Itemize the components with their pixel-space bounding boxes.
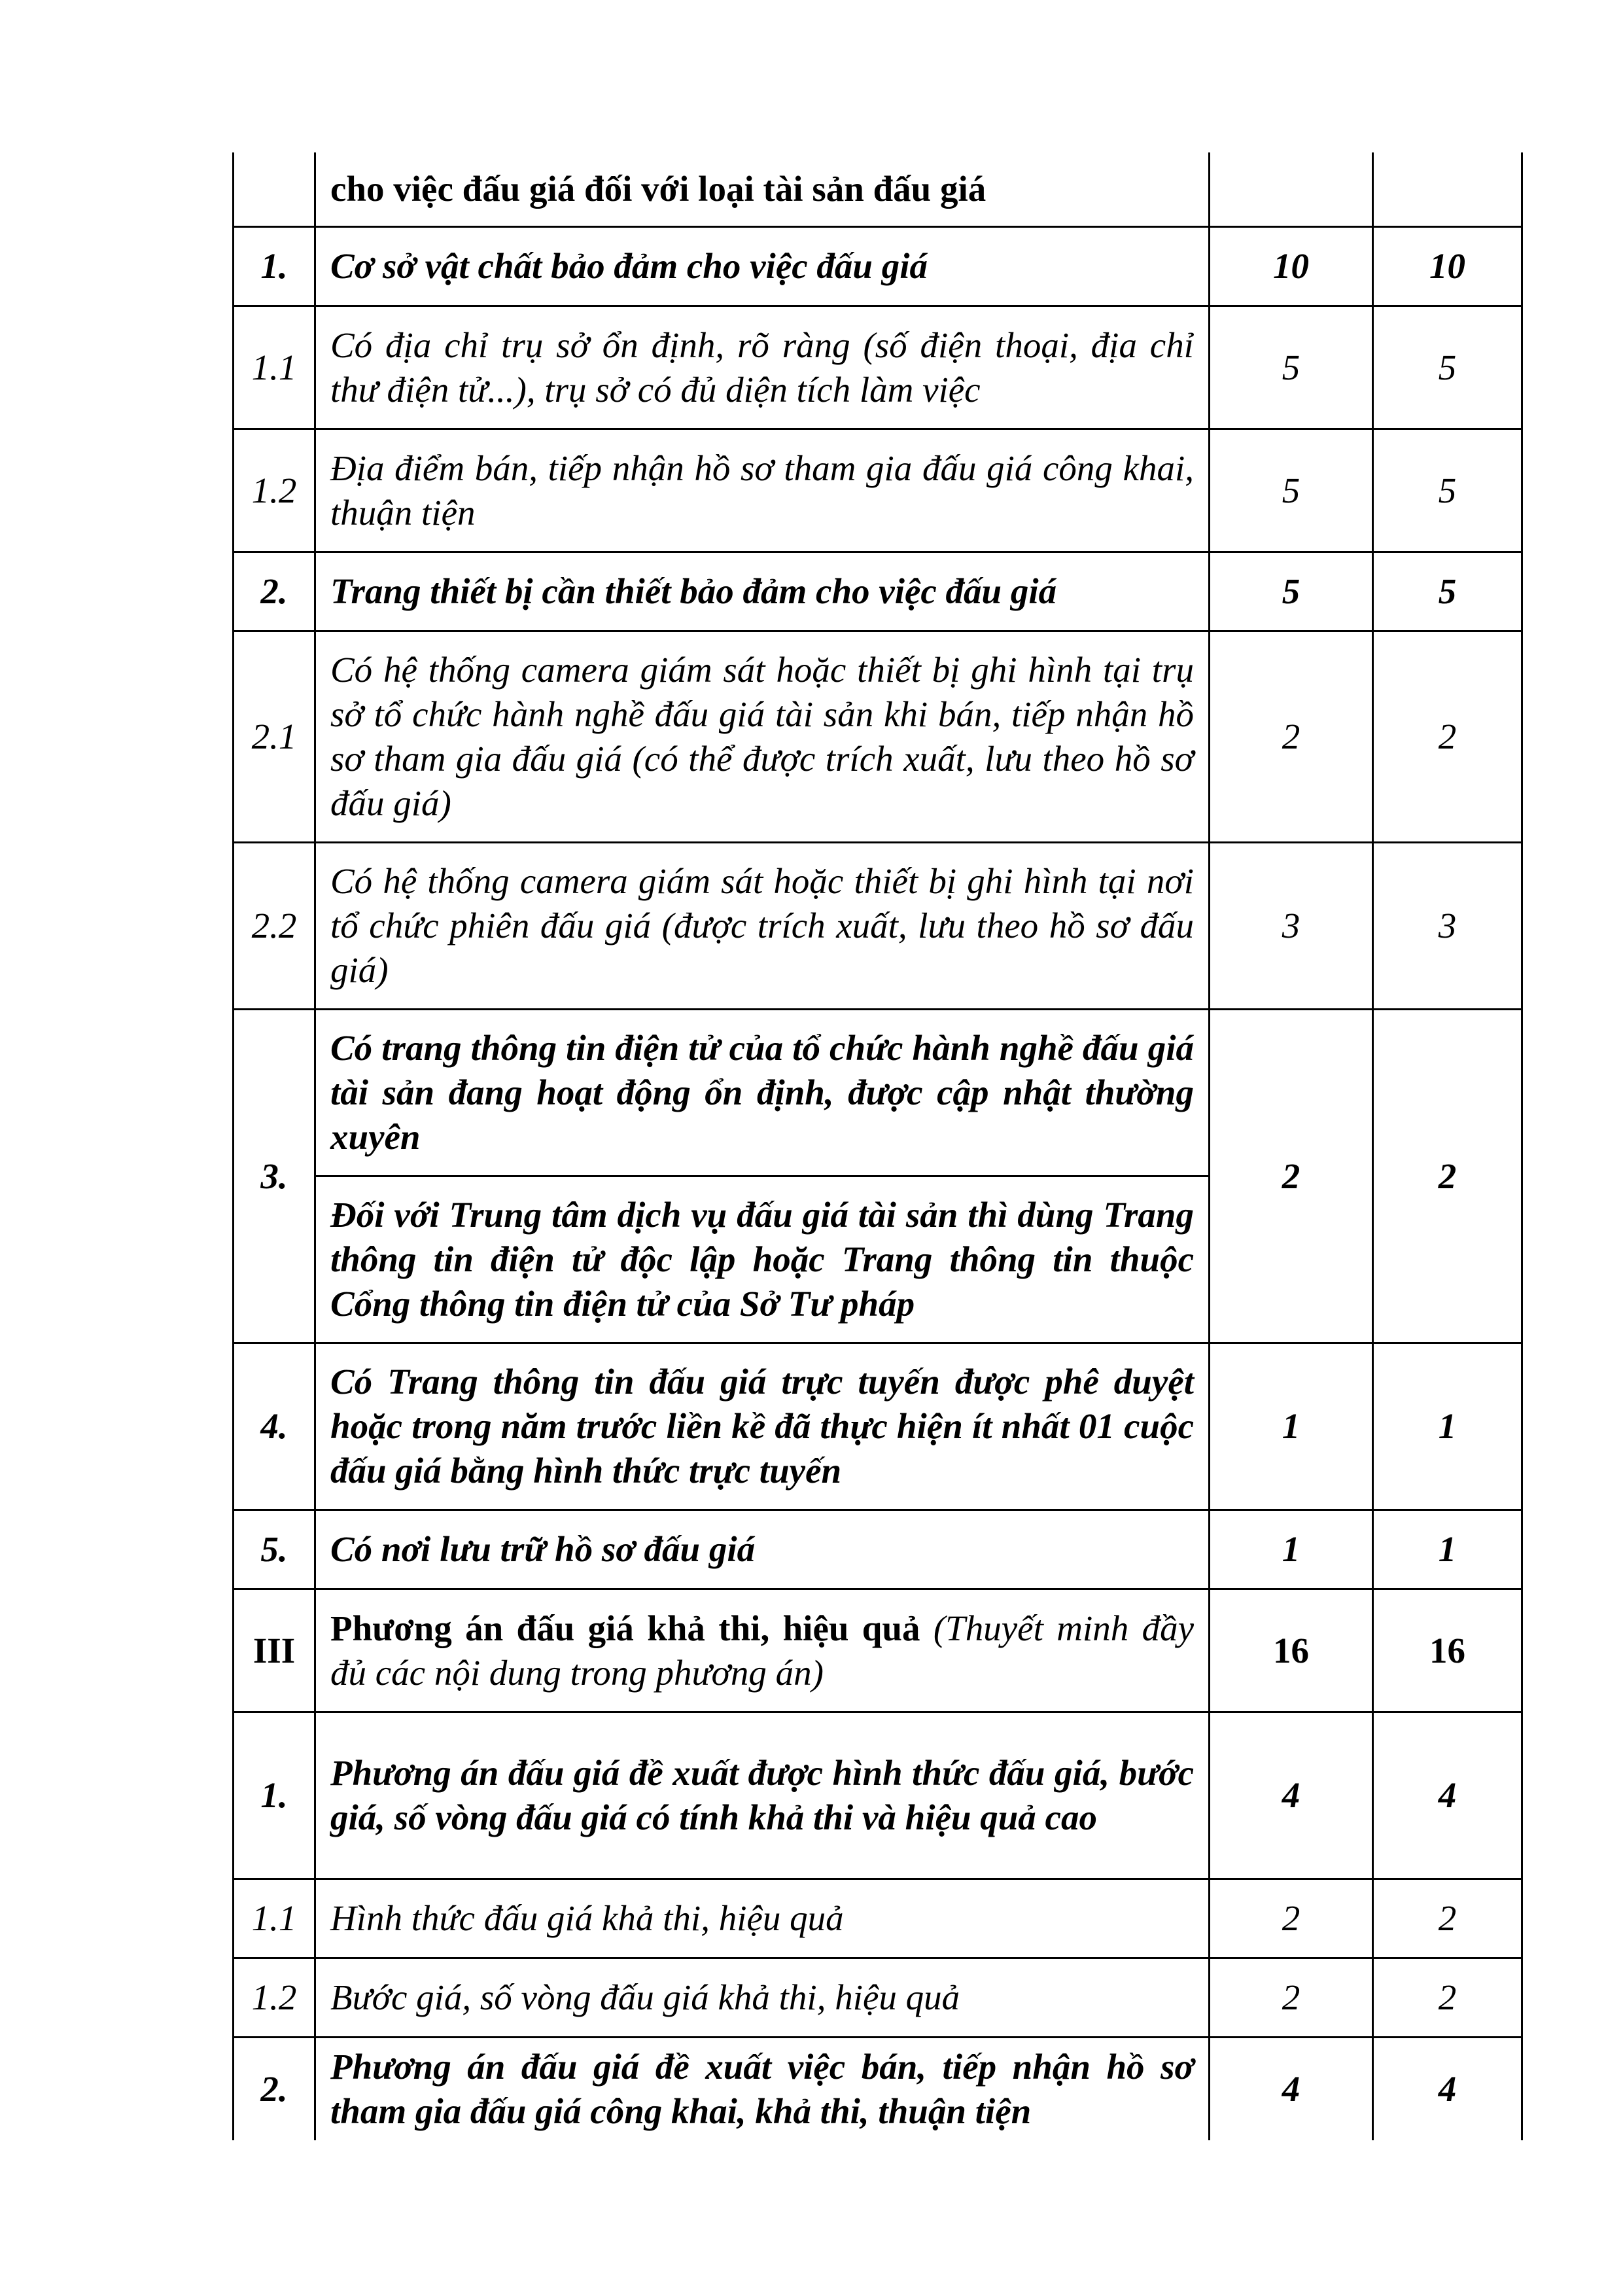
max-score: 4 bbox=[1210, 2038, 1373, 2141]
awarded-score: 16 bbox=[1373, 1589, 1522, 1712]
criterion-text bbox=[315, 631, 1210, 843]
criterion-label: Phương án đấu giá đề xuất việc bán, tiếp nhận hồ sơ tham gia đấu giá công khai, khả thi, thuận tiện bbox=[330, 2047, 1194, 2131]
max-score: 3 bbox=[1210, 843, 1373, 1010]
max-score: 2 bbox=[1210, 1958, 1373, 2038]
table-row bbox=[234, 1879, 1522, 1958]
criterion-text bbox=[315, 227, 1210, 306]
awarded-score: 1 bbox=[1373, 1343, 1522, 1510]
max-score: 2 bbox=[1210, 1010, 1373, 1343]
criterion-text bbox=[315, 1510, 1210, 1589]
criterion-text bbox=[315, 843, 1210, 1010]
row-number: 1.1 bbox=[234, 1879, 315, 1958]
row-number: 1. bbox=[234, 227, 315, 306]
table-row bbox=[234, 1010, 1522, 1176]
table-row bbox=[234, 429, 1522, 552]
row-number: 2.2 bbox=[234, 843, 315, 1010]
max-score: 1 bbox=[1210, 1343, 1373, 1510]
awarded-score bbox=[1373, 152, 1522, 227]
criterion-label: cho việc đấu giá đối với loại tài sản đấu giá bbox=[330, 169, 986, 209]
max-score: 2 bbox=[1210, 631, 1373, 843]
row-number: 4. bbox=[234, 1343, 315, 1510]
table-row bbox=[234, 227, 1522, 306]
max-score: 10 bbox=[1210, 227, 1373, 306]
criterion-text bbox=[315, 306, 1210, 429]
row-number: III bbox=[234, 1589, 315, 1712]
awarded-score: 2 bbox=[1373, 1879, 1522, 1958]
awarded-score: 5 bbox=[1373, 306, 1522, 429]
awarded-score: 1 bbox=[1373, 1510, 1522, 1589]
criterion-label: Cơ sở vật chất bảo đảm cho việc đấu giá bbox=[330, 246, 928, 286]
max-score: 4 bbox=[1210, 1712, 1373, 1879]
criterion-label: Có nơi lưu trữ hồ sơ đấu giá bbox=[330, 1529, 756, 1569]
criterion-label: Địa điểm bán, tiếp nhận hồ sơ tham gia đấu giá công khai, thuận tiện bbox=[330, 448, 1194, 533]
criterion-text bbox=[315, 1010, 1210, 1176]
table-row bbox=[234, 1958, 1522, 2038]
row-number: 3. bbox=[234, 1010, 315, 1343]
table-row bbox=[234, 631, 1522, 843]
criterion-label: Có hệ thống camera giám sát hoặc thiết bị ghi hình tại nơi tổ chức phiên đấu giá (được trích xuất, lưu theo hồ sơ đấu giá) bbox=[330, 861, 1194, 990]
awarded-score: 4 bbox=[1373, 1712, 1522, 1879]
criterion-text bbox=[315, 1589, 1210, 1712]
row-number bbox=[234, 152, 315, 227]
awarded-score: 5 bbox=[1373, 552, 1522, 631]
score-table bbox=[232, 152, 1523, 2140]
criterion-text bbox=[315, 429, 1210, 552]
max-score: 16 bbox=[1210, 1589, 1373, 1712]
criterion-text bbox=[315, 1958, 1210, 2038]
table-row bbox=[234, 843, 1522, 1010]
table-row bbox=[234, 2038, 1522, 2141]
table-row bbox=[234, 1510, 1522, 1589]
criterion-text bbox=[315, 152, 1210, 227]
row-number: 1.2 bbox=[234, 1958, 315, 2038]
criterion-text bbox=[315, 1879, 1210, 1958]
row-number: 2.1 bbox=[234, 631, 315, 843]
awarded-score: 5 bbox=[1373, 429, 1522, 552]
awarded-score: 2 bbox=[1373, 1958, 1522, 2038]
max-score: 2 bbox=[1210, 1879, 1373, 1958]
criterion-note: Đối với Trung tâm dịch vụ đấu giá tài sản thì dùng Trang thông tin điện tử độc lập hoặc Trang thông tin thuộc Cổng thông tin điện tử của Sở Tư pháp bbox=[330, 1195, 1194, 1324]
criterion-label: Hình thức đấu giá khả thi, hiệu quả bbox=[330, 1898, 844, 1938]
row-number: 1. bbox=[234, 1712, 315, 1879]
table-row bbox=[234, 1589, 1522, 1712]
criterion-text bbox=[315, 2038, 1210, 2141]
table-row bbox=[234, 1343, 1522, 1510]
criterion-text bbox=[315, 1343, 1210, 1510]
table-row bbox=[234, 552, 1522, 631]
awarded-score: 4 bbox=[1373, 2038, 1522, 2141]
table-row bbox=[234, 152, 1522, 227]
criterion-label: Có Trang thông tin đấu giá trực tuyến được phê duyệt hoặc trong năm trước liền kề đã thực hiện ít nhất 01 cuộc đấu giá bằng hình thức trực tuyến bbox=[330, 1362, 1194, 1491]
awarded-score: 2 bbox=[1373, 1010, 1522, 1343]
row-number: 5. bbox=[234, 1510, 315, 1589]
row-number: 1.1 bbox=[234, 306, 315, 429]
row-number: 2. bbox=[234, 552, 315, 631]
awarded-score: 2 bbox=[1373, 631, 1522, 843]
max-score: 5 bbox=[1210, 306, 1373, 429]
criterion-text bbox=[315, 1712, 1210, 1879]
criterion-label: Bước giá, số vòng đấu giá khả thi, hiệu quả bbox=[330, 1977, 960, 2017]
criterion-label: Phương án đấu giá đề xuất được hình thức đấu giá, bước giá, số vòng đấu giá có tính khả thi và hiệu quả cao bbox=[330, 1753, 1194, 1837]
max-score: 1 bbox=[1210, 1510, 1373, 1589]
criterion-label: Trang thiết bị cần thiết bảo đảm cho việc đấu giá bbox=[330, 571, 1057, 611]
criterion-label: Phương án đấu giá khả thi, hiệu quả bbox=[330, 1608, 920, 1648]
max-score: 5 bbox=[1210, 429, 1373, 552]
row-number: 2. bbox=[234, 2038, 315, 2141]
awarded-score: 10 bbox=[1373, 227, 1522, 306]
awarded-score: 3 bbox=[1373, 843, 1522, 1010]
table-row bbox=[234, 1712, 1522, 1879]
table-row bbox=[234, 306, 1522, 429]
criterion-text bbox=[315, 1176, 1210, 1343]
criterion-label: Có địa chỉ trụ sở ổn định, rõ ràng (số điện thoại, địa chỉ thư điện tử...), trụ sở có đủ diện tích làm việc bbox=[330, 325, 1194, 410]
criterion-text bbox=[315, 552, 1210, 631]
max-score: 5 bbox=[1210, 552, 1373, 631]
criterion-label: Có hệ thống camera giám sát hoặc thiết bị ghi hình tại trụ sở tổ chức hành nghề đấu giá tài sản khi bán, tiếp nhận hồ sơ tham gia đấu giá (có thể được trích xuất, lưu theo hồ sơ đấu giá) bbox=[330, 650, 1194, 823]
max-score bbox=[1210, 152, 1373, 227]
criterion-note: (Thuyết minh đầy đủ các nội dung trong phương án) bbox=[330, 1608, 1195, 1693]
row-number: 1.2 bbox=[234, 429, 315, 552]
criterion-label: Có trang thông tin điện tử của tổ chức hành nghề đấu giá tài sản đang hoạt động ổn định, được cập nhật thường xuyên bbox=[330, 1028, 1194, 1157]
